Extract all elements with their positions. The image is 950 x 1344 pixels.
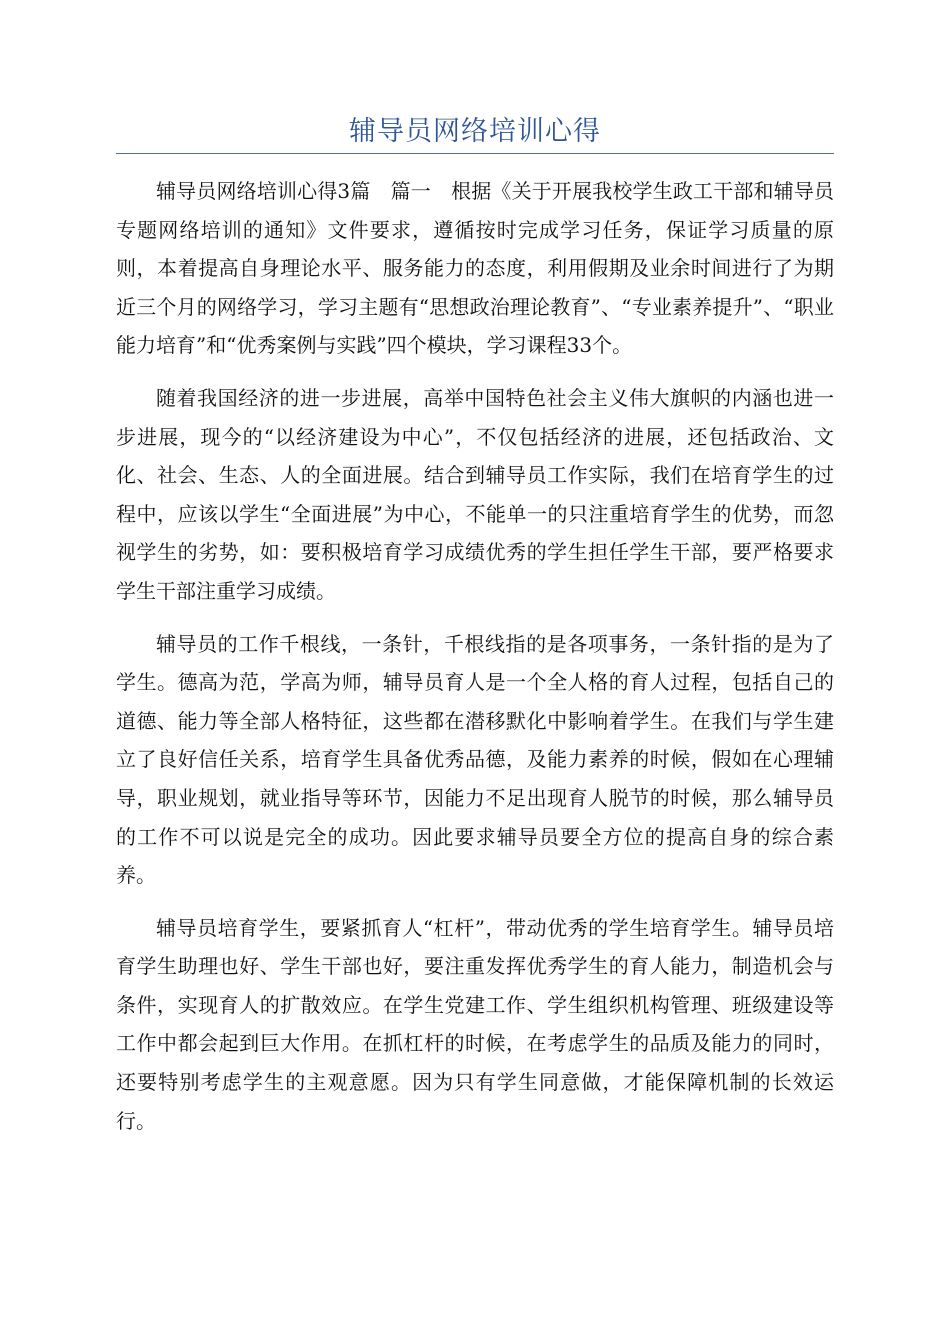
title-underline — [116, 153, 834, 154]
paragraph-3: 辅导员的工作千根线，一条针，千根线指的是各项事务，一条针指的是为了学生。德高为范，学高为师，辅导员育人是一个全人格的育人过程，包括自己的道德、能力等全部人格特征，这些都在潜移默化中影响着学生。在我们与学生建立了良好信任关系，培育学生具备优秀品德，及能力素养的时候，假如在心理辅导，职业规划，就业指导等环节，因能力不足出现育人脱节的时候，那么辅导员的工作不可以说是完全的成功。因此要求辅导员要全方位的提高自身的综合素养。 — [116, 631, 834, 888]
paragraph-4: 辅导员培育学生，要紧抓育人“杠杆”，带动优秀的学生培育学生。辅导员培育学生助理也好、学生干部也好，要注重发挥优秀学生的育人能力，制造机会与条件，实现育人的扩散效应。在学生党建工作、学生组织机构管理、班级建设等工作中都会起到巨大作用。在抓杠杆的时候，在考虑学生的品质及能力的同时，还要特别考虑学生的主观意愿。因为只有学生同意做，才能保障机制的长效运行。 — [116, 915, 834, 1133]
paragraph-1: 辅导员网络培训心得3篇 篇一 根据《关于开展我校学生政工干部和辅导员专题网络培训的通知》文件要求，遵循按时完成学习任务，保证学习质量的原则，本着提高自身理论水平、服务能力的态度，利用假期及业余时间进行了为期近三个月的网络学习，学习主题有“思想政治理论教育”、“专业素养提升”、“职业能力培育”和“优秀案例与实践”四个模块，学习课程33个。 — [116, 179, 834, 358]
paragraph-2: 随着我国经济的进一步进展，高举中国特色社会主义伟大旗帜的内涵也进一步进展，现今的“以经济建设为中心”，不仅包括经济的进展，还包括政治、文化、社会、生态、人的全面进展。结合到辅导员工作实际，我们在培育学生的过程中，应该以学生“全面进展”为中心，不能单一的只注重培育学生的优势，而忽视学生的劣势，如：要积极培育学习成绩优秀的学生担任学生干部，要严格要求学生干部注重学习成绩。 — [116, 385, 834, 603]
document-title: 辅导员网络培训心得 — [349, 116, 601, 147]
document-body — [116, 172, 834, 1154]
